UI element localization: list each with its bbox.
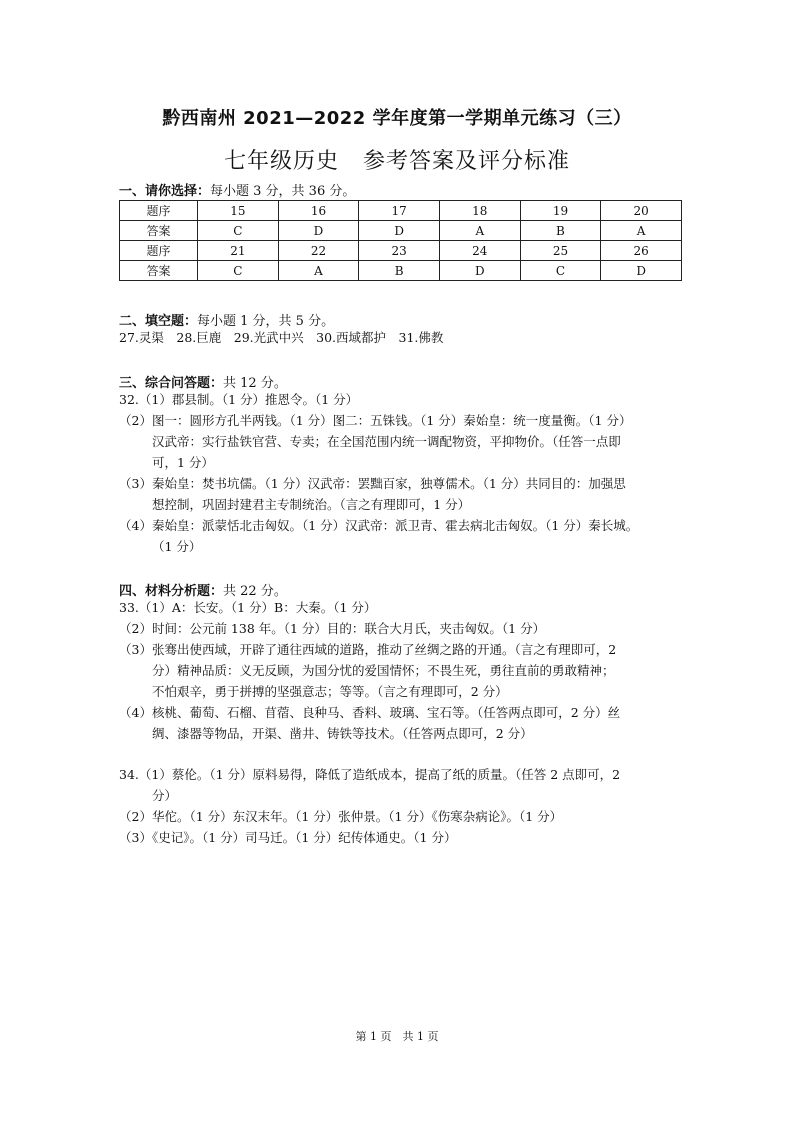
document-title: 黔西南州 2021—2022 学年度第一学期单元练习（三）	[162, 108, 632, 129]
table-cell: A	[601, 221, 682, 241]
answer-line: （3）秦始皇：焚书坑儒。（1 分）汉武帝：罢黜百家，独尊儒术。（1 分）共同目的：加强思	[119, 476, 626, 491]
subtitle-subject: 七年级历史	[223, 149, 339, 174]
table-cell: D	[601, 261, 682, 281]
answer-line: 可，1 分）	[152, 455, 214, 470]
subtitle-answer-key: 参考答案及评分标准	[363, 149, 571, 174]
table-cell: 24	[439, 241, 520, 261]
table-cell: D	[278, 221, 359, 241]
answer-line: （4）核桃、葡萄、石榴、苜蓿、良种马、香料、玻璃、宝石等。（任答两点即可，2 分）丝	[119, 705, 621, 720]
answer-line: 32.（1）郡县制。（1 分）推恩令。（1 分）	[119, 392, 359, 407]
table-cell: D	[359, 221, 440, 241]
table-cell: D	[439, 261, 520, 281]
table-cell: 题序	[120, 241, 198, 261]
answer-line: 汉武帝：实行盐铁官营、专卖；在全国范围内统一调配物资，平抑物价。（任答一点即	[152, 434, 621, 449]
table-cell: 题序	[120, 201, 198, 221]
answer-line: （1 分）	[152, 539, 202, 554]
table-row	[120, 241, 682, 261]
answer-line: 分）	[152, 788, 178, 803]
page-number: 第 1 页 共 1 页	[355, 1030, 439, 1043]
table-row	[120, 261, 682, 281]
table-cell: C	[198, 261, 279, 281]
table-cell: 23	[359, 241, 440, 261]
table-cell: A	[278, 261, 359, 281]
answer-line: 分）精神品质：义无反顾，为国分忧的爱国情怀；不畏生死，勇往直前的勇敢精神；	[152, 663, 615, 678]
table-cell: 21	[198, 241, 279, 261]
table-cell: 20	[601, 201, 682, 221]
answer-line: 绸、漆器等物品，开渠、凿井、铸铁等技术。（任答两点即可，2 分）	[152, 726, 533, 741]
table-cell: C	[198, 221, 279, 241]
answer-line: （2）图一：圆形方孔半两钱。（1 分）图二：五铢钱。（1 分）秦始皇：统一度量衡。（1 分）	[119, 413, 632, 428]
table-cell: 答案	[120, 221, 198, 241]
table-cell: C	[520, 261, 601, 281]
table-cell: 26	[601, 241, 682, 261]
section-4-heading: 四、材料分析题：共 22 分。	[119, 584, 287, 599]
answer-line: 33.（1）A：长安。（1 分）B：大秦。（1 分）	[119, 600, 377, 615]
table-cell: A	[439, 221, 520, 241]
table-cell: 15	[198, 201, 279, 221]
table-row	[120, 201, 682, 221]
answer-line: （2）华佗。（1 分）东汉末年。（1 分）张仲景。（1 分）《伤寒杂病论》。（1 分）	[119, 809, 563, 824]
section-1-heading: 一、请你选择：每小题 3 分，共 36 分。	[119, 184, 356, 199]
table-row	[120, 221, 682, 241]
table-cell: 16	[278, 201, 359, 221]
answer-line: 34.（1）蔡伦。（1 分）原料易得，降低了造纸成本，提高了纸的质量。（任答 2 点即可，2	[119, 767, 621, 782]
section-2-heading: 二、填空题：每小题 1 分，共 5 分。	[119, 314, 335, 329]
section-3-heading: 三、综合问答题：共 12 分。	[119, 376, 287, 391]
answer-line: （3）张骞出使西域，开辟了通往西域的道路，推动了丝绸之路的开通。（言之有理即可，2	[119, 642, 617, 657]
table-cell: 17	[359, 201, 440, 221]
answer-table	[119, 200, 682, 281]
table-cell: 18	[439, 201, 520, 221]
answer-line: （3）《史记》。（1 分）司马迁。（1 分）纪传体通史。（1 分）	[119, 830, 457, 845]
table-cell: B	[520, 221, 601, 241]
document-subtitle	[0, 144, 794, 175]
table-cell: 25	[520, 241, 601, 261]
answer-line: （4）秦始皇：派蒙恬北击匈奴。（1 分）汉武帝：派卫青、霍去病北击匈奴。（1 分）秦长城。	[119, 518, 639, 533]
table-cell: B	[359, 261, 440, 281]
answer-line: （2）时间：公元前 138 年。（1 分）目的：联合大月氏，夹击匈奴。（1 分）	[119, 621, 546, 636]
table-cell: 答案	[120, 261, 198, 281]
table-cell: 19	[520, 201, 601, 221]
answer-line: 想控制，巩固封建君主专制统治。（言之有理即可，1 分）	[152, 497, 471, 512]
answer-line: 不怕艰辛，勇于拼搏的坚强意志；等等。（言之有理即可，2 分）	[152, 684, 508, 699]
table-cell: 22	[278, 241, 359, 261]
fill-in-answers: 27.灵渠 28.巨鹿 29.光武中兴 30.西域都护 31.佛教	[119, 330, 444, 345]
